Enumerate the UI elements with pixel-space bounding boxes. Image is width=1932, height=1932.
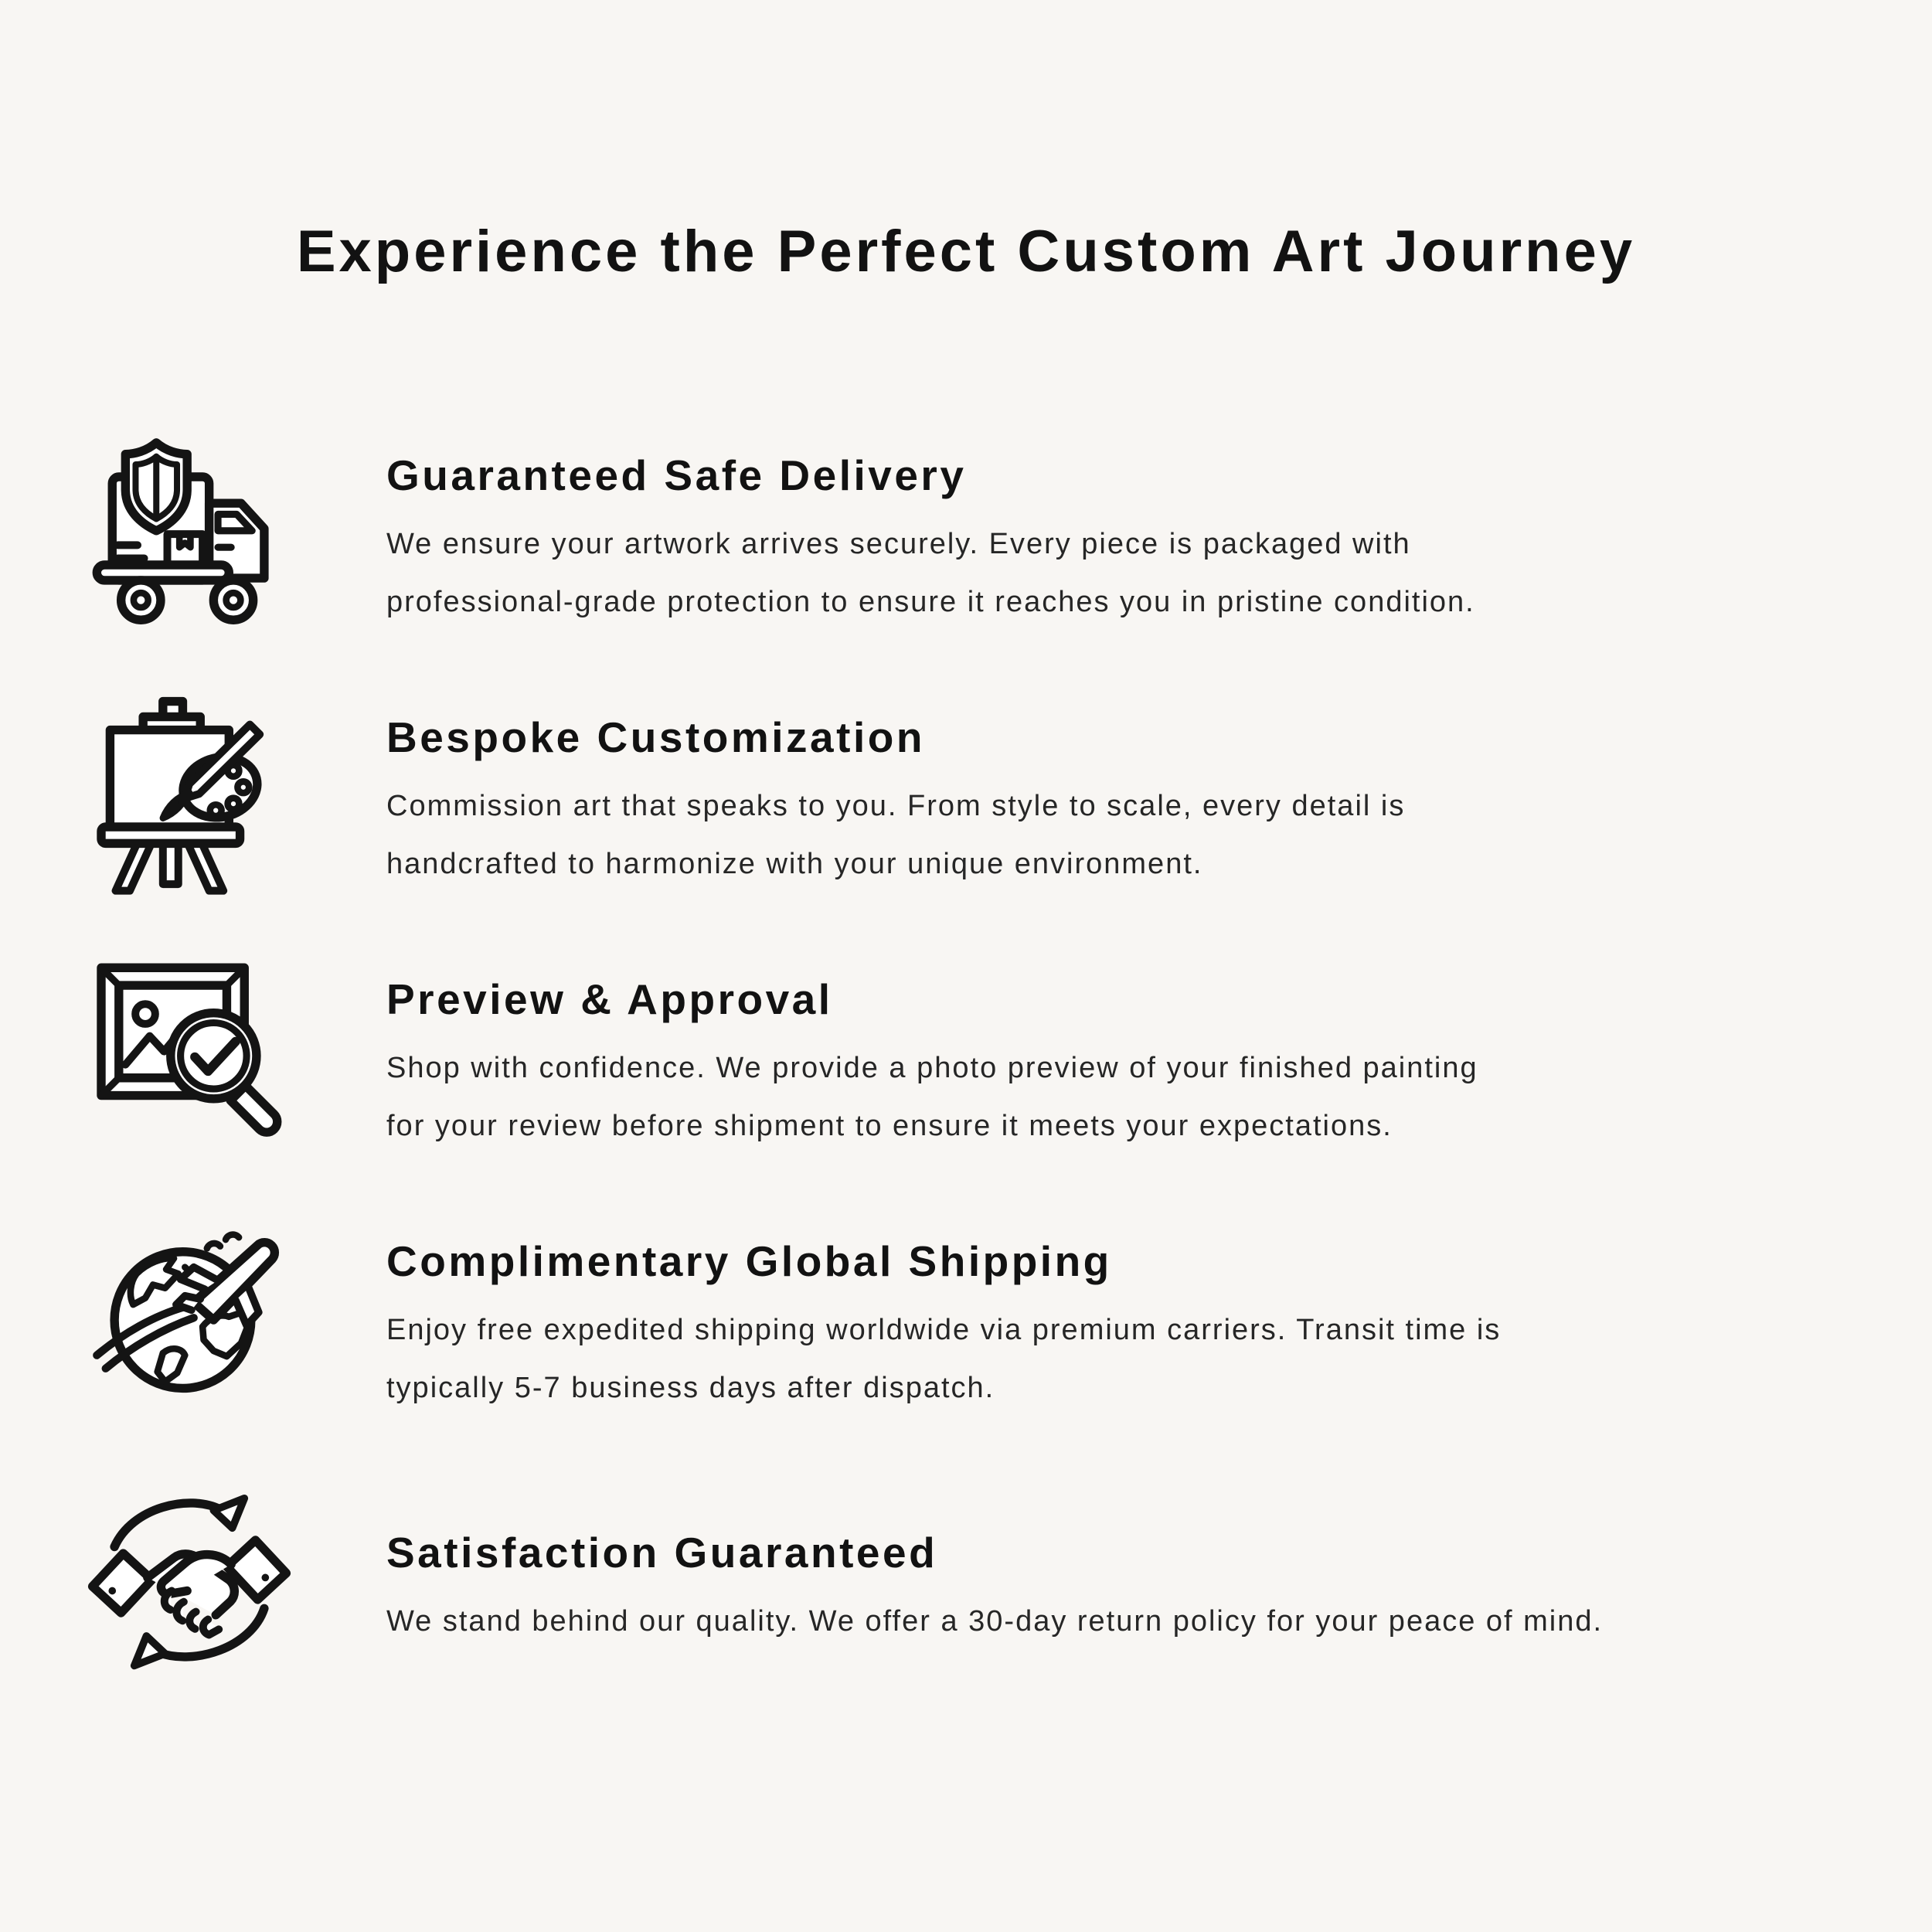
page-title: Experience the Perfect Custom Art Journey xyxy=(296,219,1636,284)
feature-row-preview-approval xyxy=(77,957,1901,1177)
feature-row-global-shipping xyxy=(77,1219,1901,1439)
feature-description-line: professional-grade protection to ensure it reaches you in pristine condition. xyxy=(386,586,1475,618)
feature-row-safe-delivery xyxy=(77,433,1901,653)
feature-heading: Complimentary Global Shipping xyxy=(386,1237,1112,1285)
feature-text xyxy=(386,713,1406,893)
features-list xyxy=(77,433,1901,1701)
feature-text xyxy=(386,1528,1604,1651)
handshake-circular-arrows-icon xyxy=(77,1481,301,1701)
feature-text xyxy=(386,975,1478,1155)
globe-airplane-icon xyxy=(77,1219,301,1439)
feature-text xyxy=(386,1237,1502,1417)
feature-heading: Bespoke Customization xyxy=(386,713,925,761)
feature-heading: Satisfaction Guaranteed xyxy=(386,1528,938,1577)
feature-description-line: We stand behind our quality. We offer a 30-day return policy for your peace of mind. xyxy=(386,1604,1604,1638)
shield-truck-icon xyxy=(77,433,301,653)
feature-row-bespoke-customization xyxy=(77,695,1901,915)
feature-heading: Preview & Approval xyxy=(386,975,833,1023)
feature-heading: Guaranteed Safe Delivery xyxy=(386,451,967,499)
feature-description-line: We ensure your artwork arrives securely. Every piece is packaged with xyxy=(386,528,1411,560)
feature-description-line: Shop with confidence. We provide a photo preview of your finished painting xyxy=(386,1052,1478,1084)
feature-row-satisfaction-guaranteed xyxy=(77,1481,1901,1701)
feature-description-line: handcrafted to harmonize with your unique environment. xyxy=(386,848,1203,880)
easel-palette-brush-icon xyxy=(77,695,301,915)
feature-description-line: for your review before shipment to ensure it meets your expectations. xyxy=(386,1110,1393,1142)
feature-description-line: Enjoy free expedited shipping worldwide via premium carriers. Transit time is xyxy=(386,1314,1502,1346)
framed-picture-magnifier-check-icon xyxy=(77,957,301,1177)
feature-description-line: typically 5-7 business days after dispatch. xyxy=(386,1372,995,1404)
feature-text xyxy=(386,451,1475,631)
feature-description-line: Commission art that speaks to you. From style to scale, every detail is xyxy=(386,790,1406,822)
